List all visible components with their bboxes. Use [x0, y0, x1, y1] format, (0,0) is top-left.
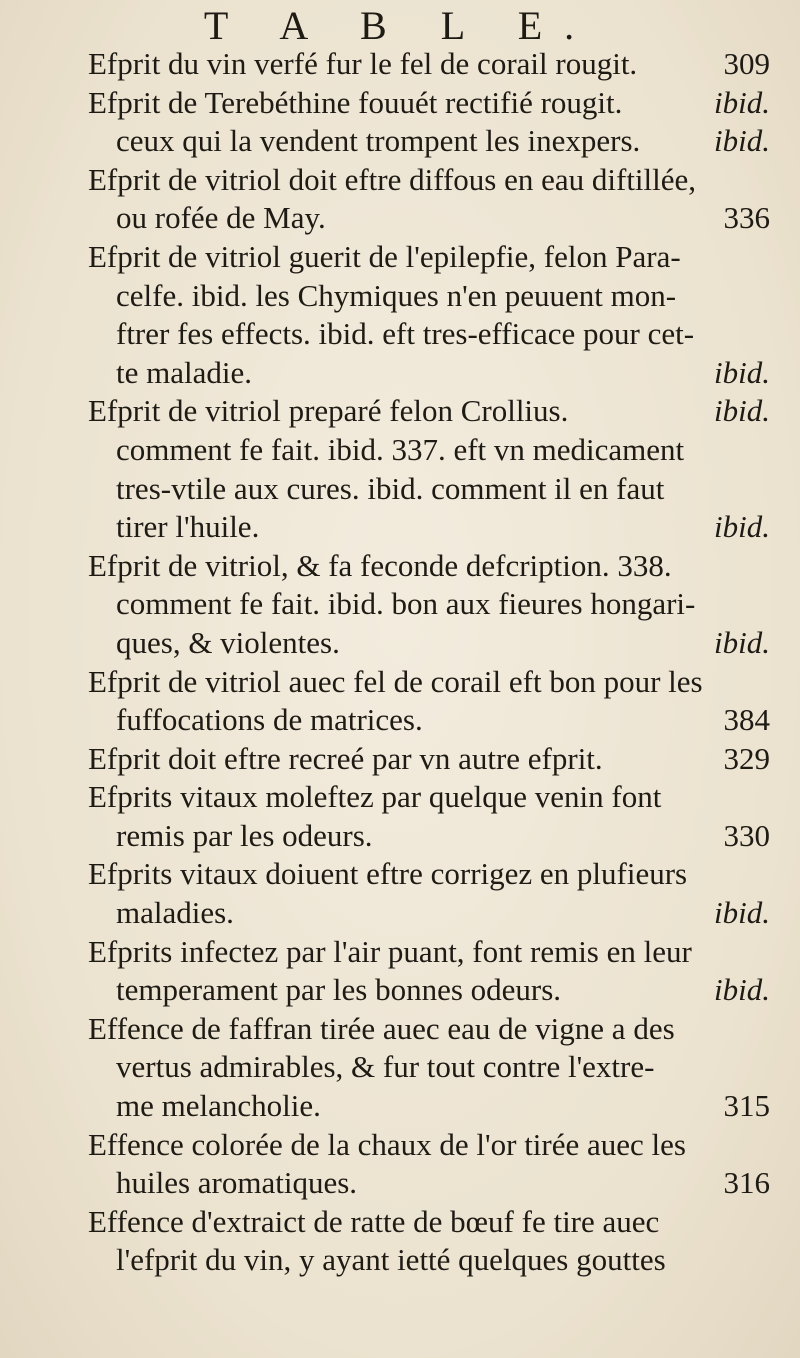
entry-text: tres-vtile aux cures. ibid. comment il en faut	[116, 470, 665, 506]
index-line-continuation	[88, 894, 770, 933]
index-line-continuation	[88, 1048, 770, 1087]
entry-text: huiles aromatiques.	[116, 1165, 358, 1201]
entry-text: ceux qui la vendent trompent les inexpers.	[116, 123, 641, 159]
index-line-continuation	[88, 354, 770, 393]
entry-text: Effence d'extraict de ratte de bœuf fe tire auec	[88, 1203, 660, 1239]
entry-text: Efprit de Terebéthine fouuét rectifié rougit.	[88, 84, 623, 120]
entry-text: Efprits infectez par l'air puant, font remis en leur	[88, 933, 692, 969]
index-line-continuation	[88, 585, 770, 624]
page-reference: 329	[723, 740, 770, 776]
entry-text: Efprit de vitriol preparé felon Crollius.	[88, 393, 569, 429]
index-line-continuation	[88, 199, 770, 238]
page-reference: ibid.	[714, 895, 770, 931]
page-reference: 384	[723, 702, 770, 738]
index-line-continuation	[88, 431, 770, 470]
index-entry-line	[88, 933, 770, 972]
index-line-continuation	[88, 122, 770, 161]
entry-text: l'efprit du vin, y ayant ietté quelques gouttes	[116, 1242, 666, 1278]
entry-text: maladies.	[116, 895, 234, 931]
entry-text: temperament par les bonnes odeurs.	[116, 972, 562, 1008]
page-reference: 309	[723, 46, 770, 81]
running-head: T A B L E.	[203, 3, 597, 48]
index-line-continuation	[88, 817, 770, 856]
index-line-continuation	[88, 277, 770, 316]
entry-text: Efprit du vin verfé fur le fel de corail rougit.	[88, 46, 638, 81]
page-reference: ibid.	[714, 509, 770, 545]
index-entries	[88, 45, 770, 1280]
page-reference: ibid.	[714, 354, 770, 390]
index-entry-line	[88, 1010, 770, 1049]
index-line-continuation	[88, 624, 770, 663]
entry-text: Efprit de vitriol doit eftre diffous en eau diftillée,	[88, 161, 697, 197]
index-line-continuation	[88, 470, 770, 509]
page-reference: ibid.	[714, 972, 770, 1008]
entry-text: celfe. ibid. les Chymiques n'en peuuent mon-	[116, 277, 677, 313]
entry-text: Effence de faffran tirée auec eau de vigne a des	[88, 1010, 675, 1046]
index-line-continuation	[88, 971, 770, 1010]
entry-text: Efprits vitaux moleftez par quelque venin font	[88, 779, 662, 815]
entry-text: tirer l'huile.	[116, 509, 260, 545]
entry-text: remis par les odeurs.	[116, 817, 373, 853]
page-reference: 330	[723, 817, 770, 853]
entry-text: Efprit doit eftre recreé par vn autre efprit.	[88, 740, 603, 776]
index-entry-line	[88, 45, 770, 84]
index-entry-line	[88, 663, 770, 702]
index-line-continuation	[88, 315, 770, 354]
entry-text: vertus admirables, & fur tout contre l'extre-	[116, 1049, 655, 1085]
entry-text: ou rofée de May.	[116, 200, 326, 236]
index-entry-line	[88, 1203, 770, 1242]
page-reference: 316	[723, 1165, 770, 1201]
entry-text: fuffocations de matrices.	[116, 702, 423, 738]
page-reference: ibid.	[714, 84, 770, 120]
index-line-continuation	[88, 701, 770, 740]
index-entry-line	[88, 547, 770, 586]
page-reference: 336	[723, 200, 770, 236]
entry-text: Efprit de vitriol auec fel de corail eft bon pour les	[88, 663, 703, 699]
entry-text: ques, & violentes.	[116, 624, 340, 660]
entry-text: comment fe fait. ibid. 337. eft vn medicament	[116, 431, 685, 467]
index-line-continuation	[88, 508, 770, 547]
index-entry-line	[88, 740, 770, 779]
index-entry-line	[88, 855, 770, 894]
index-line-continuation	[88, 1241, 770, 1280]
index-entry-line	[88, 392, 770, 431]
index-line-continuation	[88, 1087, 770, 1126]
index-line-continuation	[88, 1164, 770, 1203]
index-entry-line	[88, 778, 770, 817]
index-entry-line	[88, 161, 770, 200]
page-reference: ibid.	[714, 624, 770, 660]
entry-text: Efprits vitaux doiuent eftre corrigez en plufieurs	[88, 856, 688, 892]
entry-text: te maladie.	[116, 354, 252, 390]
index-entry-line	[88, 1126, 770, 1165]
page-reference: 315	[723, 1088, 770, 1124]
entry-text: Efprit de vitriol, & fa feconde defcription. 338.	[88, 547, 672, 583]
page-reference: ibid.	[714, 393, 770, 429]
entry-text: Effence colorée de la chaux de l'or tirée auec les	[88, 1126, 686, 1162]
entry-text: Efprit de vitriol guerit de l'epilepfie, felon Para-	[88, 238, 681, 274]
page-reference: ibid.	[714, 123, 770, 159]
entry-text: me melancholie.	[116, 1088, 321, 1124]
index-entry-line	[88, 238, 770, 277]
entry-text: comment fe fait. ibid. bon aux fieures hongari-	[116, 586, 696, 622]
index-entry-line	[88, 84, 770, 123]
entry-text: ftrer fes effects. ibid. eft tres-efficace pour cet-	[116, 316, 695, 352]
